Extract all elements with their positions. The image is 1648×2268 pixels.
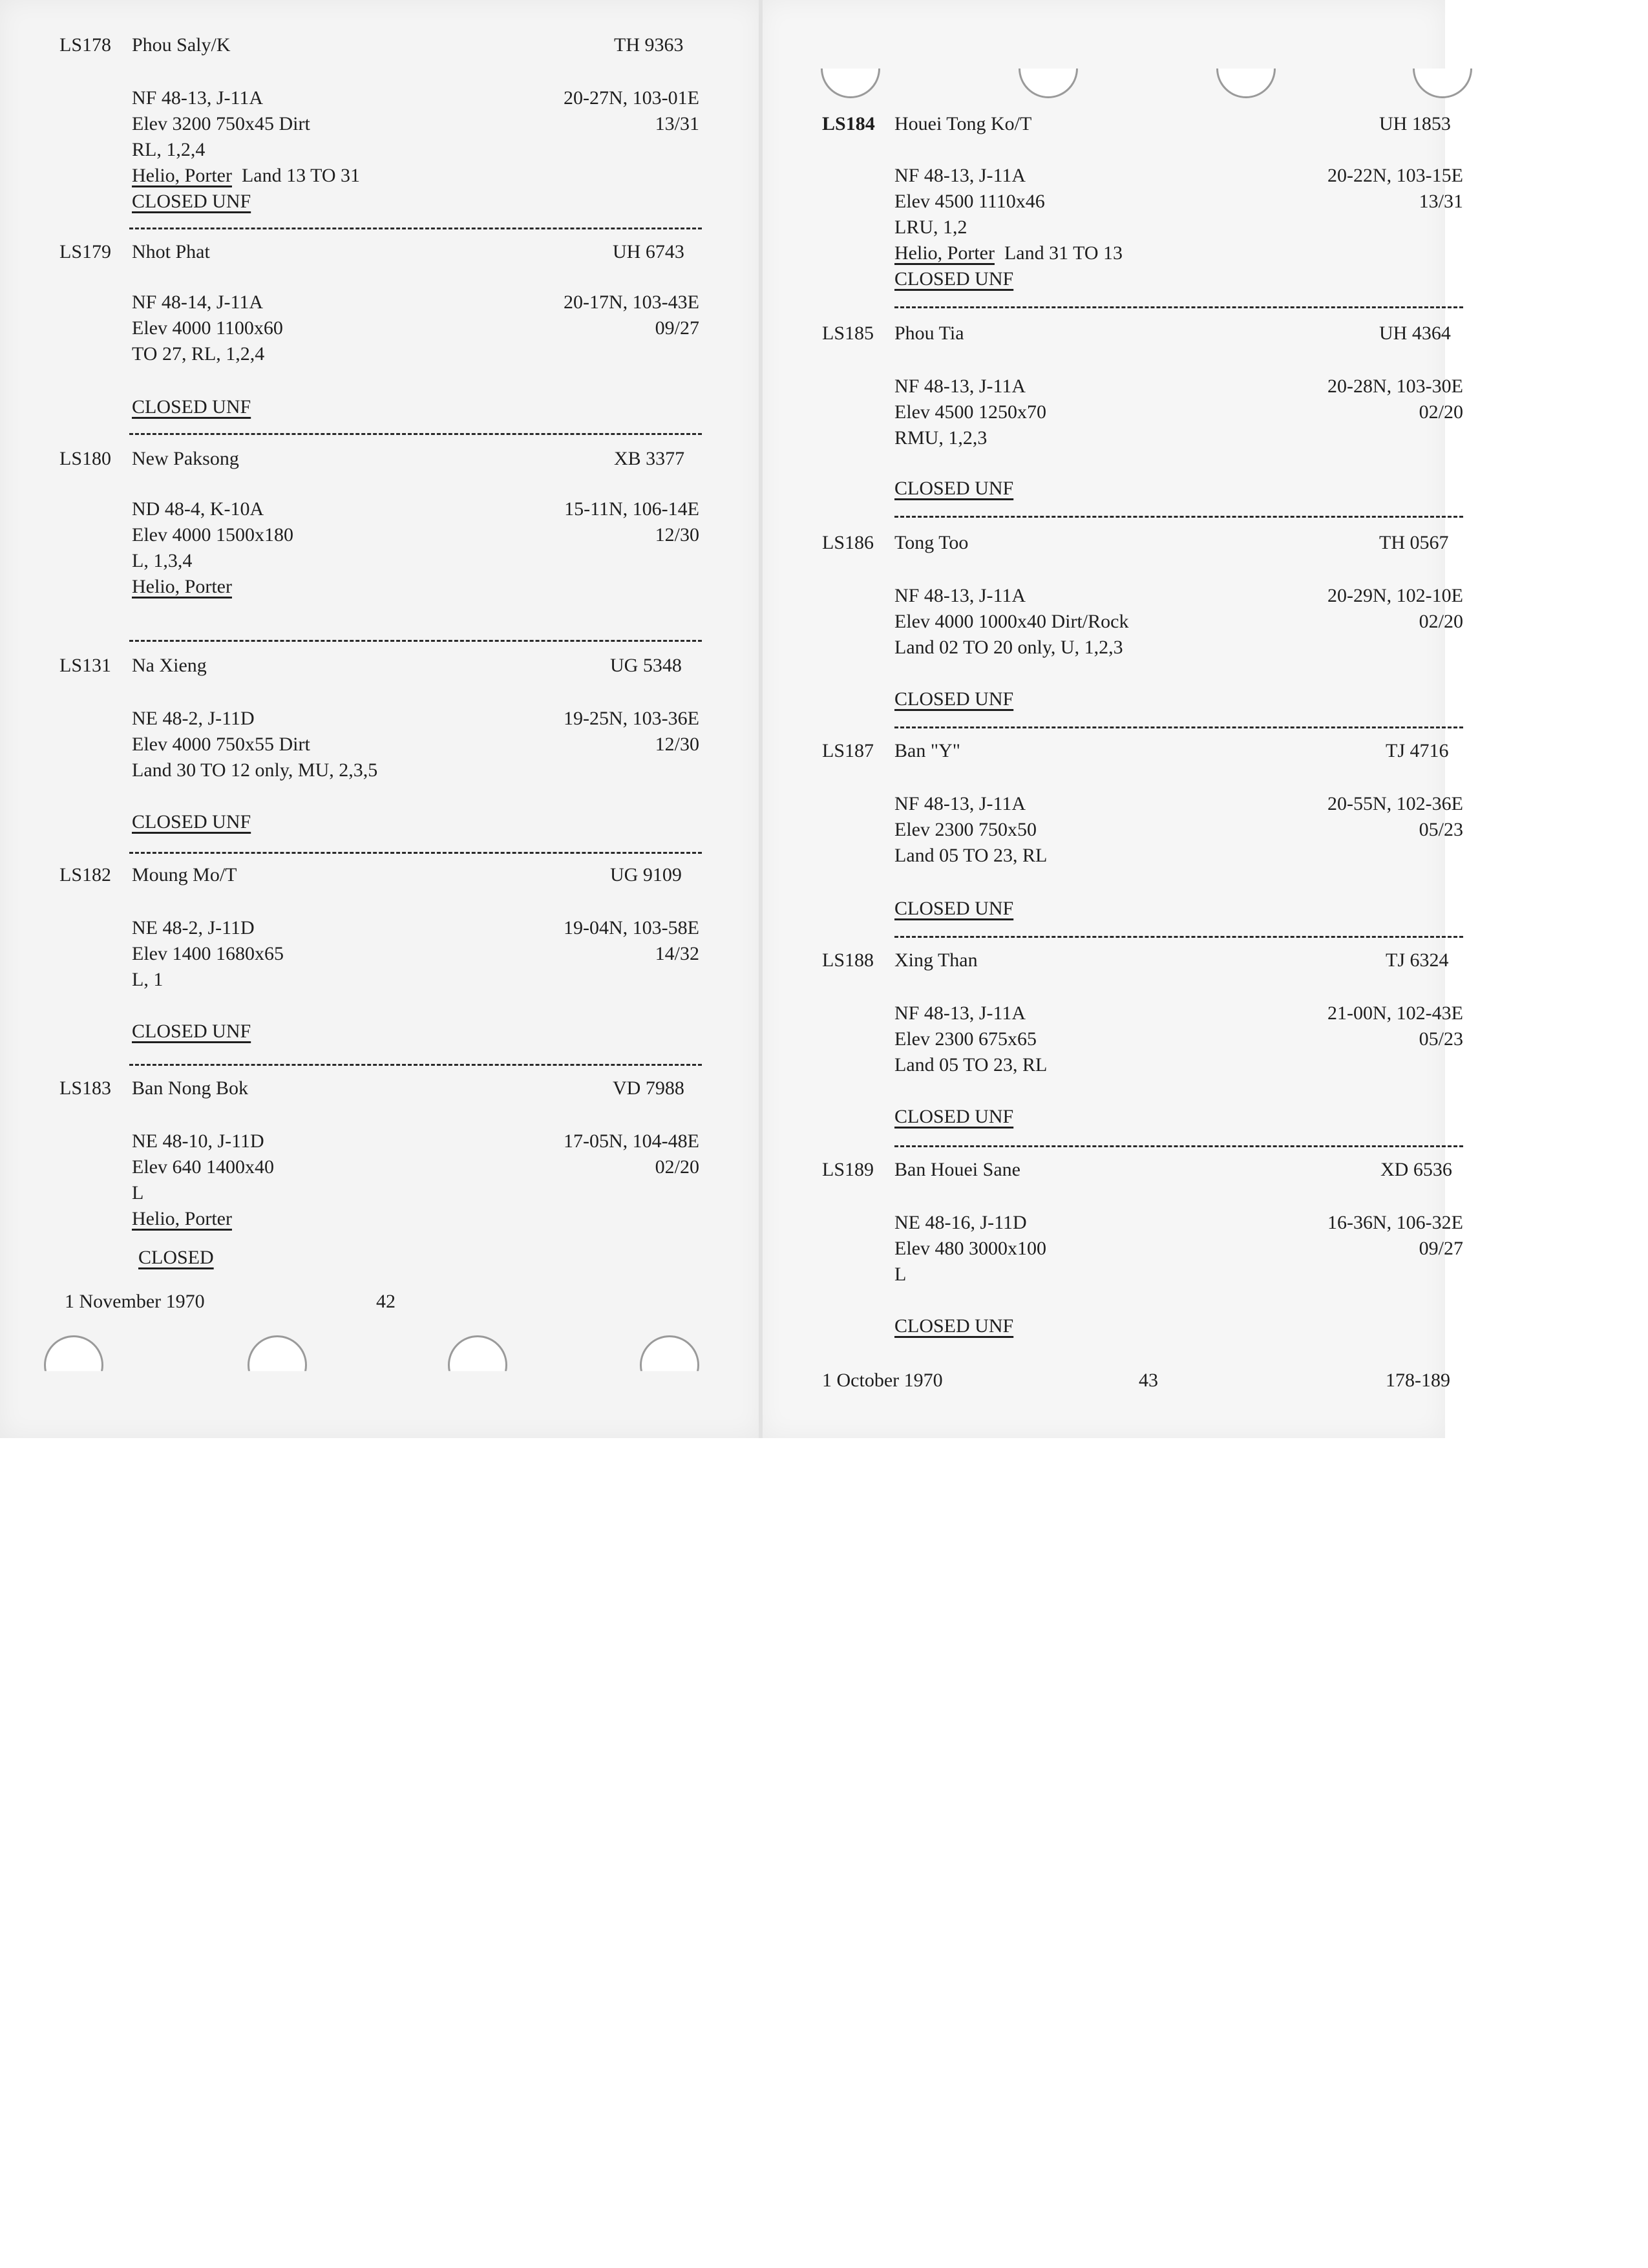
grid-reference: UH 6743 <box>613 241 684 262</box>
operations: Land 30 TO 12 only, MU, 2,3,5 <box>132 759 378 781</box>
runway-heading: 02/20 <box>1419 611 1463 632</box>
runway-heading: 13/31 <box>1419 191 1463 212</box>
site-name: Ban Nong Bok <box>132 1077 248 1099</box>
elevation-runway: Elev 2300 675x65 <box>894 1028 1037 1050</box>
coordinates: 19-25N, 103-36E <box>564 708 699 729</box>
entry-separator <box>894 1145 1463 1147</box>
status: CLOSED UNF <box>894 268 1014 290</box>
runway-heading: 02/20 <box>1419 401 1463 423</box>
site-code: LS189 <box>822 1159 874 1180</box>
grid-reference: UG 9109 <box>610 864 682 885</box>
runway-heading: 05/23 <box>1419 1028 1463 1050</box>
entry-separator <box>894 936 1463 938</box>
grid-reference: TH 0567 <box>1379 532 1449 553</box>
grid-reference: XB 3377 <box>614 448 685 469</box>
site-name: Xing Than <box>894 949 978 971</box>
entry-separator <box>129 433 702 435</box>
operations: RL, 1,2,4 <box>132 139 206 160</box>
map-sheet: NF 48-13, J-11A <box>894 793 1026 814</box>
grid-reference: VD 7988 <box>613 1077 684 1099</box>
runway-heading: 02/20 <box>655 1156 699 1178</box>
elevation-runway: Elev 4500 1110x46 <box>894 191 1045 212</box>
site-code: LS185 <box>822 323 874 344</box>
grid-reference: TH 9363 <box>614 34 684 56</box>
status: CLOSED UNF <box>894 898 1014 919</box>
site-code: LS186 <box>822 532 874 553</box>
site-code: LS131 <box>59 655 112 676</box>
page-range: 178-189 <box>1386 1370 1450 1391</box>
aircraft-type: Helio, Porter <box>132 576 232 597</box>
coordinates: 20-29N, 102-10E <box>1327 585 1463 606</box>
site-name: Moung Mo/T <box>132 864 237 885</box>
map-sheet: NE 48-10, J-11D <box>132 1130 264 1152</box>
grid-reference: UH 1853 <box>1379 113 1451 134</box>
footer-date: 1 November 1970 <box>65 1291 205 1312</box>
status: CLOSED UNF <box>894 1315 1014 1337</box>
status: CLOSED UNF <box>132 1021 251 1042</box>
map-sheet: NE 48-16, J-11D <box>894 1212 1027 1233</box>
site-name: Phou Saly/K <box>132 34 231 56</box>
operations: Land 05 TO 23, RL <box>894 1054 1048 1076</box>
landing-direction: Land 13 TO 31 <box>241 165 361 186</box>
operations: L, 1 <box>132 969 164 990</box>
entry-separator <box>129 852 702 854</box>
status: CLOSED UNF <box>894 1106 1014 1127</box>
coordinates: 16-36N, 106-32E <box>1327 1212 1463 1233</box>
aircraft-type: Helio, Porter <box>132 1208 232 1229</box>
runway-heading: 09/27 <box>655 317 699 339</box>
site-code: LS187 <box>822 740 874 761</box>
landing-direction: Land 31 TO 13 <box>1004 242 1123 264</box>
elevation-runway: Elev 4000 750x55 Dirt <box>132 734 310 755</box>
status: CLOSED UNF <box>894 478 1014 499</box>
runway-heading: 09/27 <box>1419 1238 1463 1259</box>
elevation-runway: Elev 4000 1000x40 Dirt/Rock <box>894 611 1129 632</box>
entry-separator <box>894 516 1463 518</box>
site-code: LS188 <box>822 949 874 971</box>
operations: LRU, 1,2 <box>894 217 967 238</box>
site-name: New Paksong <box>132 448 239 469</box>
elevation-runway: Elev 4000 1500x180 <box>132 524 293 546</box>
status: CLOSED UNF <box>132 811 251 832</box>
aircraft-type: Helio, Porter <box>894 242 995 264</box>
elevation-runway: Elev 4500 1250x70 <box>894 401 1046 423</box>
grid-reference: UG 5348 <box>610 655 682 676</box>
status: CLOSED <box>138 1247 214 1268</box>
status: CLOSED UNF <box>894 688 1014 710</box>
site-name: Tong Too <box>894 532 969 553</box>
status: CLOSED UNF <box>132 396 251 418</box>
elevation-runway: Elev 480 3000x100 <box>894 1238 1046 1259</box>
footer-date: 1 October 1970 <box>822 1370 943 1391</box>
coordinates: 17-05N, 104-48E <box>564 1130 699 1152</box>
grid-reference: TJ 6324 <box>1386 949 1449 971</box>
operations: Land 05 TO 23, RL <box>894 845 1048 866</box>
entry-separator <box>894 726 1463 728</box>
site-code: LS182 <box>59 864 112 885</box>
entry-separator <box>129 228 702 229</box>
map-sheet: NF 48-13, J-11A <box>894 1002 1026 1024</box>
coordinates: 15-11N, 106-14E <box>564 498 699 520</box>
operations: Land 02 TO 20 only, U, 1,2,3 <box>894 637 1123 658</box>
coordinates: 20-28N, 103-30E <box>1327 376 1463 397</box>
status: CLOSED UNF <box>132 191 251 212</box>
entry-separator <box>129 640 702 642</box>
grid-reference: TJ 4716 <box>1386 740 1449 761</box>
site-name: Houei Tong Ko/T <box>894 113 1032 134</box>
site-name: Na Xieng <box>132 655 207 676</box>
page-gutter <box>759 0 763 1438</box>
coordinates: 21-00N, 102-43E <box>1327 1002 1463 1024</box>
operations: L <box>132 1182 144 1203</box>
map-sheet: ND 48-4, K-10A <box>132 498 264 520</box>
runway-heading: 13/31 <box>655 113 699 134</box>
runway-heading: 14/32 <box>655 943 699 964</box>
map-sheet: NE 48-2, J-11D <box>132 708 255 729</box>
grid-reference: UH 4364 <box>1379 323 1451 344</box>
grid-reference: XD 6536 <box>1380 1159 1452 1180</box>
page-number: 42 <box>376 1291 396 1312</box>
operations: RMU, 1,2,3 <box>894 427 988 449</box>
site-code: LS179 <box>59 241 112 262</box>
runway-heading: 05/23 <box>1419 819 1463 840</box>
operations: TO 27, RL, 1,2,4 <box>132 343 265 365</box>
coordinates: 20-22N, 103-15E <box>1327 165 1463 186</box>
map-sheet: NF 48-13, J-11A <box>132 87 264 109</box>
site-code: LS183 <box>59 1077 112 1099</box>
map-sheet: NF 48-14, J-11A <box>132 291 264 313</box>
coordinates: 20-17N, 103-43E <box>564 291 699 313</box>
map-sheet: NE 48-2, J-11D <box>132 917 255 938</box>
site-name: Phou Tia <box>894 323 964 344</box>
entry-separator <box>894 306 1463 308</box>
runway-heading: 12/30 <box>655 524 699 546</box>
elevation-runway: Elev 2300 750x50 <box>894 819 1037 840</box>
site-code: LS180 <box>59 448 112 469</box>
elevation-runway: Elev 1400 1680x65 <box>132 943 284 964</box>
coordinates: 19-04N, 103-58E <box>564 917 699 938</box>
aircraft-type: Helio, Porter <box>132 165 232 186</box>
coordinates: 20-55N, 102-36E <box>1327 793 1463 814</box>
page-number: 43 <box>1139 1370 1158 1391</box>
elevation-runway: Elev 4000 1100x60 <box>132 317 283 339</box>
runway-heading: 12/30 <box>655 734 699 755</box>
elevation-runway: Elev 640 1400x40 <box>132 1156 274 1178</box>
site-code: LS178 <box>59 34 112 56</box>
operations: L, 1,3,4 <box>132 550 193 571</box>
map-sheet: NF 48-13, J-11A <box>894 376 1026 397</box>
entry-separator <box>129 1064 702 1066</box>
site-name: Ban Houei Sane <box>894 1159 1020 1180</box>
elevation-runway: Elev 3200 750x45 Dirt <box>132 113 310 134</box>
site-name: Nhot Phat <box>132 241 210 262</box>
map-sheet: NF 48-13, J-11A <box>894 585 1026 606</box>
coordinates: 20-27N, 103-01E <box>564 87 699 109</box>
operations: L <box>894 1264 907 1285</box>
site-code: LS184 <box>822 113 875 134</box>
map-sheet: NF 48-13, J-11A <box>894 165 1026 186</box>
site-name: Ban "Y" <box>894 740 960 761</box>
